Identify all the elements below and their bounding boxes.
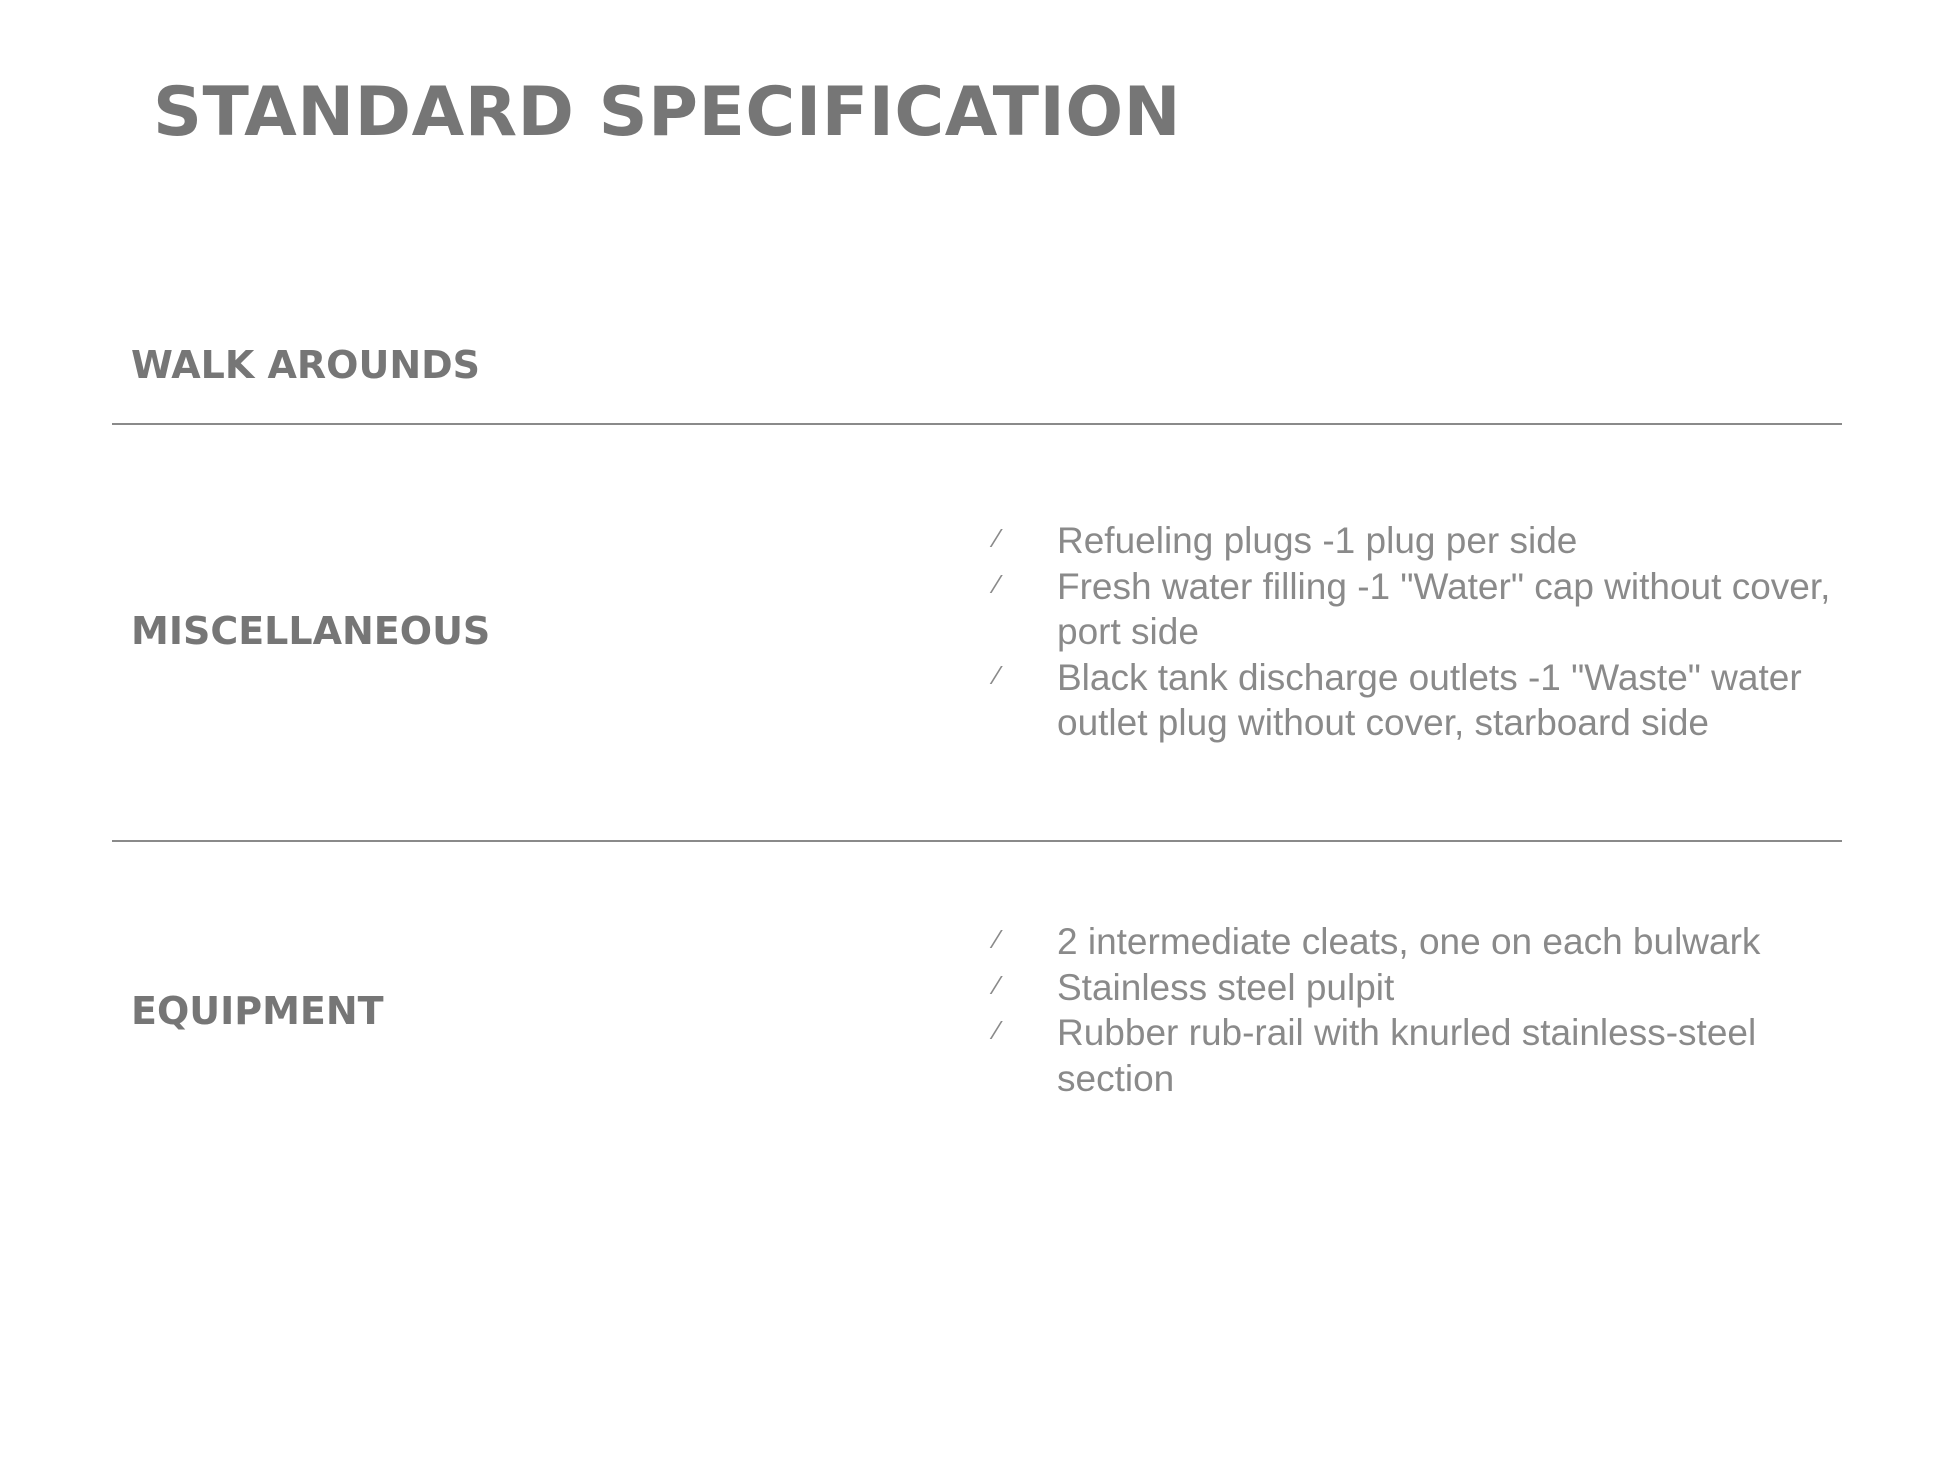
list-item-text: Rubber rub-rail with knurled stainless-steel section <box>1057 1012 1757 1099</box>
list-item-text: 2 intermediate cleats, one on each bulwark <box>1057 921 1761 962</box>
section-divider <box>112 840 1842 842</box>
page-title: STANDARD SPECIFICATION <box>153 73 1182 152</box>
slash-bullet-icon: ⁄ <box>995 969 1000 1000</box>
list-item <box>995 965 1845 1011</box>
slash-bullet-icon: ⁄ <box>995 659 1000 690</box>
slash-bullet-icon: ⁄ <box>995 523 1000 553</box>
miscellaneous-list <box>995 518 1845 746</box>
section-heading-walk-arounds: WALK AROUNDS <box>131 343 481 387</box>
slash-bullet-icon: ⁄ <box>995 924 1000 954</box>
list-item-text: Fresh water filling -1 "Water" cap without cover, port side <box>1057 565 1831 652</box>
list-item <box>995 655 1845 746</box>
slash-bullet-icon: ⁄ <box>995 568 1000 599</box>
section-heading-equipment: EQUIPMENT <box>131 989 384 1033</box>
list-item <box>995 919 1845 965</box>
list-item <box>995 564 1845 655</box>
slash-bullet-icon: ⁄ <box>995 1015 1000 1045</box>
list-item-text: Refueling plugs -1 plug per side <box>1057 520 1578 561</box>
section-heading-miscellaneous: MISCELLANEOUS <box>131 609 491 653</box>
list-item-text: Black tank discharge outlets -1 "Waste" water outlet plug without cover, starboard side <box>1057 656 1802 743</box>
list-item-text: Stainless steel pulpit <box>1057 966 1395 1008</box>
section-divider <box>112 423 1842 425</box>
equipment-list <box>995 919 1845 1101</box>
list-item <box>995 1010 1845 1101</box>
list-item <box>995 518 1845 564</box>
